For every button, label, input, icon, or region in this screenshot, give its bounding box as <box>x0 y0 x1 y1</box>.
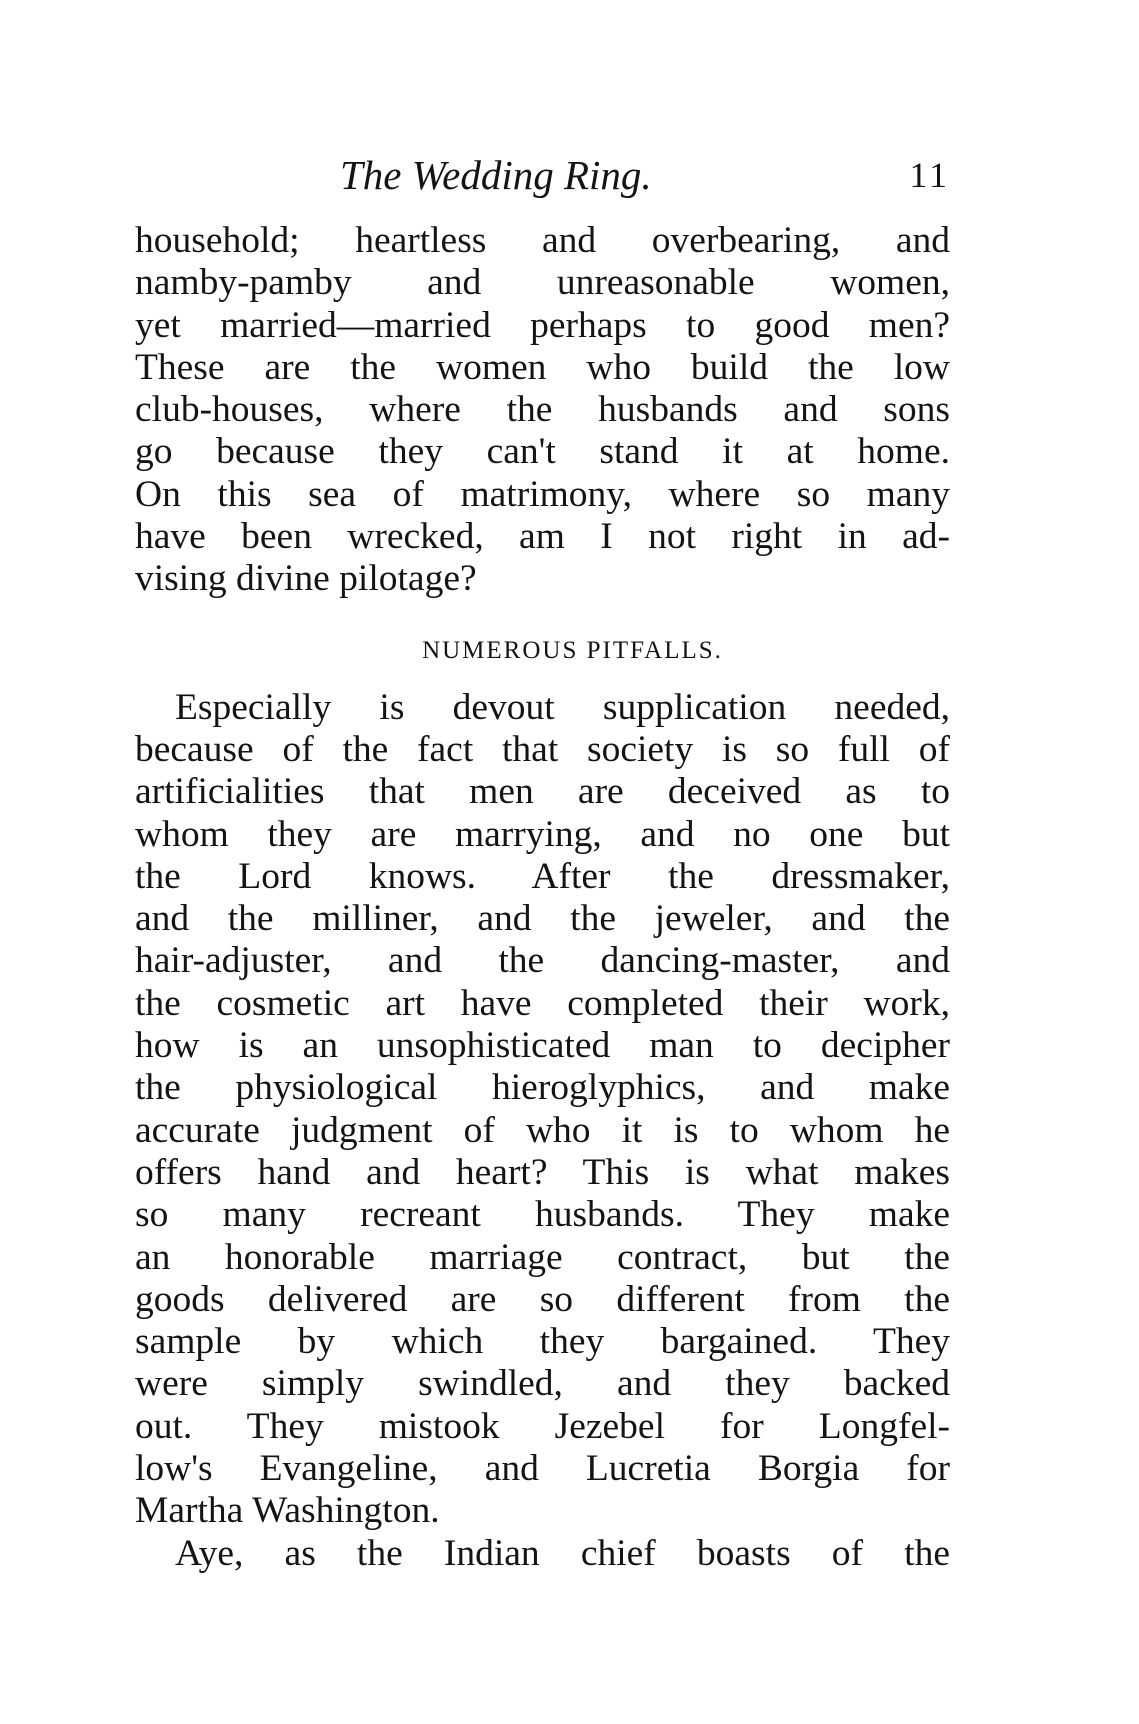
text-line: vising divine pilotage? <box>135 558 477 600</box>
text-line: because of the fact that society is so full of <box>135 728 950 770</box>
text-line: goods delivered are so different from the <box>135 1278 950 1320</box>
text-line: and the milliner, and the jeweler, and the <box>135 898 950 940</box>
text-line: artificialities that men are deceived as to <box>135 771 950 813</box>
text-line: club-houses, where the husbands and sons <box>135 389 950 431</box>
text-line: go because they can't stand it at home. <box>135 431 950 473</box>
running-title: The Wedding Ring. <box>340 152 652 198</box>
text-line: an honorable marriage contract, but the <box>135 1236 950 1278</box>
running-head <box>135 150 950 200</box>
section-heading: NUMEROUS PITFALLS. <box>422 636 723 664</box>
text-line: low's Evangeline, and Lucretia Borgia for <box>135 1448 950 1490</box>
paragraph <box>135 1533 950 1575</box>
text-line: sample by which they bargained. They <box>135 1321 950 1363</box>
text-line: household; heartless and overbearing, and <box>135 220 950 261</box>
text-line: yet married—married perhaps to good men? <box>135 304 950 346</box>
text-line: the physiological hieroglyphics, and make <box>135 1067 950 1109</box>
text-line: have been wrecked, am I not right in ad- <box>135 516 950 558</box>
page-number: 11 <box>909 155 950 195</box>
text-line: These are the women who build the low <box>135 346 950 388</box>
text-block <box>135 220 950 1575</box>
text-line: accurate judgment of who it is to whom he <box>135 1109 950 1151</box>
text-line: hair-adjuster, and the dancing-master, and <box>135 940 950 982</box>
text-line: namby-pamby and unreasonable women, <box>135 262 950 304</box>
paragraph <box>135 687 950 1533</box>
text-line: out. They mistook Jezebel for Longfel- <box>135 1405 950 1447</box>
text-line: were simply swindled, and they backed <box>135 1363 950 1405</box>
text-line: so many recreant husbands. They make <box>135 1194 950 1236</box>
paragraph-continued <box>135 220 950 601</box>
text-line: the Lord knows. After the dressmaker, <box>135 855 950 897</box>
text-line: Especially is devout supplication needed, <box>175 686 950 728</box>
text-line: offers hand and heart? This is what makes <box>135 1151 950 1193</box>
text-line: On this sea of matrimony, where so many <box>135 473 950 515</box>
text-line: how is an unsophisticated man to decipher <box>135 1025 950 1067</box>
text-line: Aye, as the Indian chief boasts of the <box>175 1532 950 1574</box>
text-line: the cosmetic art have completed their work, <box>135 982 950 1024</box>
text-line: Martha Washington. <box>135 1490 440 1532</box>
text-line: whom they are marrying, and no one but <box>135 813 950 855</box>
